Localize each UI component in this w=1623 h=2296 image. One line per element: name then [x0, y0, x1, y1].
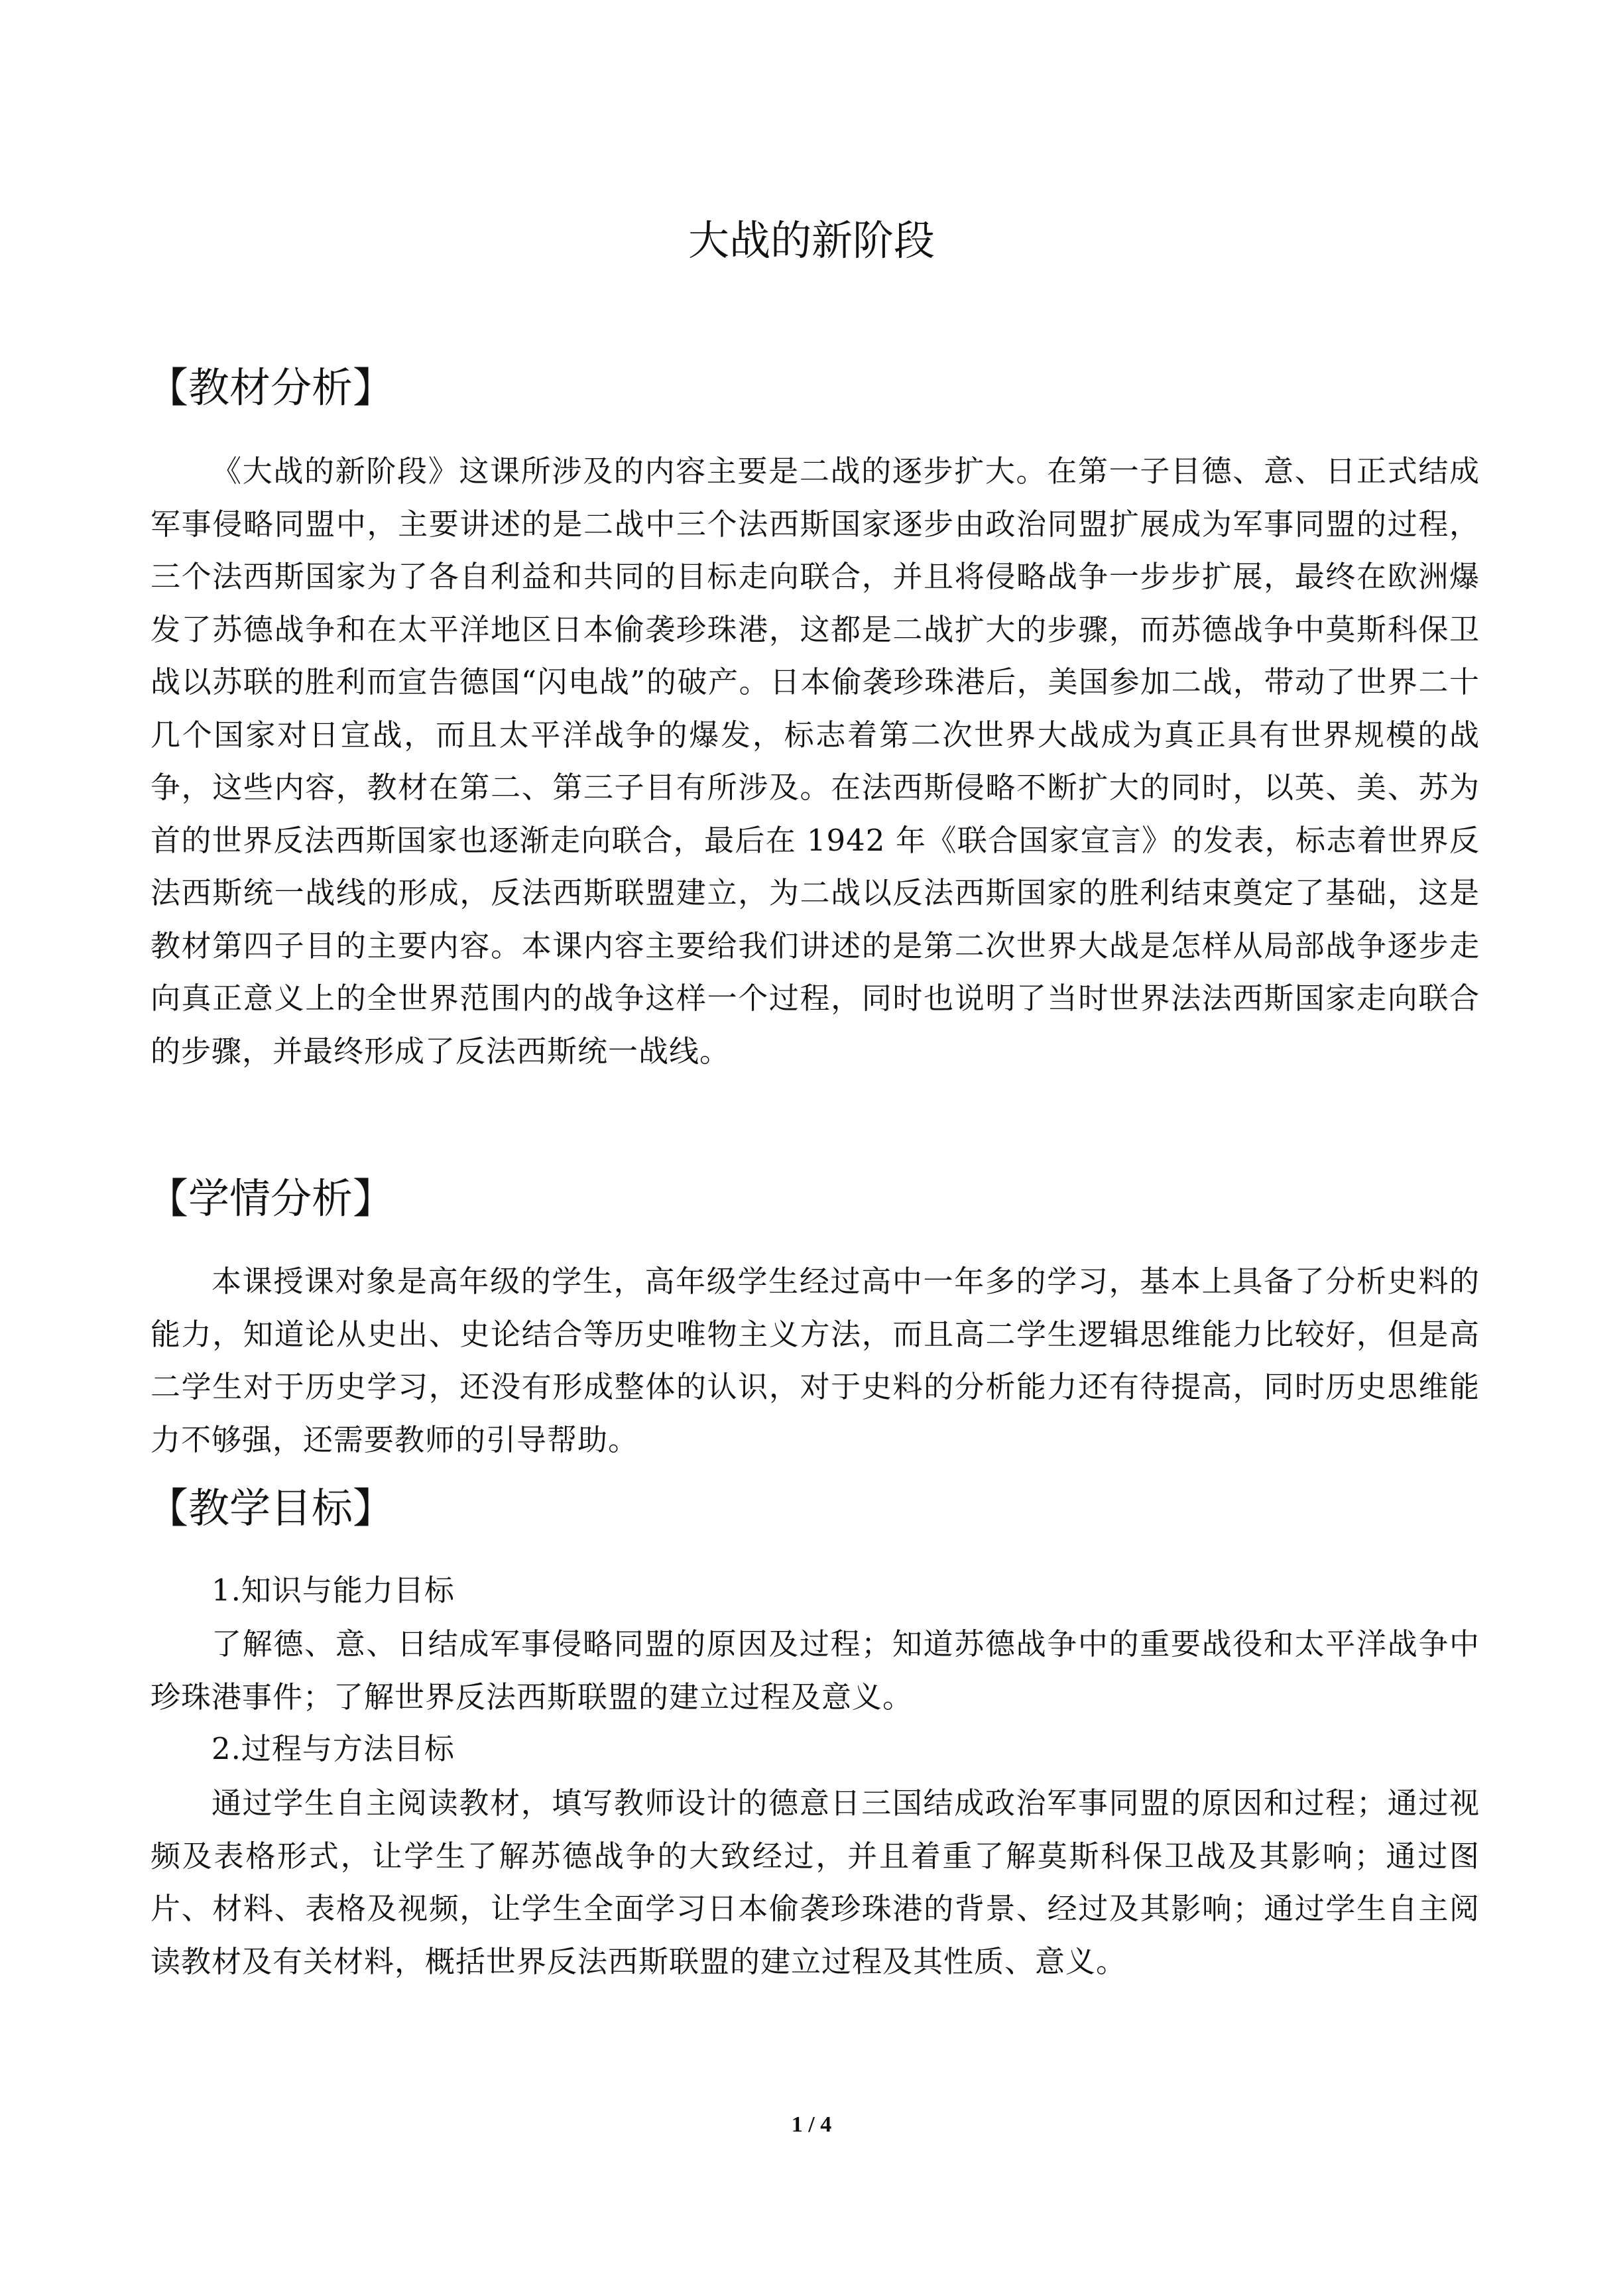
page-number: 1 / 4	[791, 2112, 832, 2137]
goal-text-process-method: 通过学生自主阅读教材，填写教师设计的德意日三国结成政治军事同盟的原因和过程；通过视频及表格形式，让学生了解苏德战争的大致经过，并且着重了解莫斯科保卫战及其影响；通过图片、材料、表格及视频，让学生全面学习日本偷袭珍珠港的背景、经过及其影响；通过学生自主阅读教材及有关材料，概括世界反法西斯联盟的建立过程及其性质、意义。	[150, 1785, 1480, 1979]
document-title: 大战的新阶段	[688, 216, 935, 265]
paragraph-student-analysis: 本课授课对象是高年级的学生，高年级学生经过高中一年多的学习，基本上具备了分析史料的能力，知道论从史出、史论结合等历史唯物主义方法，而且高二学生逻辑思维能力比较好，但是高二学生对于历史学习，还没有形成整体的认识，对于史料的分析能力还有待提高，同时历史思维能力不够强，还需要教师的引导帮助。	[150, 1264, 1480, 1457]
section-heading-textbook-analysis: 【教材分析】	[147, 363, 394, 412]
goal-heading-knowledge-ability: 1.知识与能力目标	[211, 1573, 455, 1608]
section-heading-teaching-goals: 【教学目标】	[147, 1484, 394, 1532]
goal-text-knowledge-ability: 了解德、意、日结成军事侵略同盟的原因及过程；知道苏德战争中的重要战役和太平洋战争中珍珠港事件；了解世界反法西斯联盟的建立过程及意义。	[150, 1626, 1480, 1715]
section-heading-student-analysis: 【学情分析】	[147, 1174, 394, 1223]
paragraph-textbook-analysis: 《大战的新阶段》这课所涉及的内容主要是二战的逐步扩大。在第一子目德、意、日正式结成军事侵略同盟中，主要讲述的是二战中三个法西斯国家逐步由政治同盟扩展成为军事同盟的过程，三个法西斯国家为了各自利益和共同的目标走向联合，并且将侵略战争一步步扩展，最终在欧洲爆发了苏德战争和在太平洋地区日本偷袭珍珠港，这都是二战扩大的步骤，而苏德战争中莫斯科保卫战以苏联的胜利而宣告德国“闪电战”的破产。日本偷袭珍珠港后，美国参加二战，带动了世界二十几个国家对日宣战，而且太平洋战争的爆发，标志着第二次世界大战成为真正具有世界规模的战争，这些内容，教材在第二、第三子目有所涉及。在法西斯侵略不断扩大的同时，以英、美、苏为首的世界反法西斯国家也逐渐走向联合，最后在 1942 年《联合国家宣言》的发表，标志着世界反法西斯统一战线的形成，反法西斯联盟建立，为二战以反法西斯国家的胜利结束奠定了基础，这是教材第四子目的主要内容。本课内容主要给我们讲述的是第二次世界大战是怎样从局部战争逐步走向真正意义上的全世界范围内的战争这样一个过程，同时也说明了当时世界法法西斯国家走向联合的步骤，并最终形成了反法西斯统一战线。	[150, 453, 1480, 1069]
goal-heading-process-method: 2.过程与方法目标	[211, 1731, 455, 1766]
